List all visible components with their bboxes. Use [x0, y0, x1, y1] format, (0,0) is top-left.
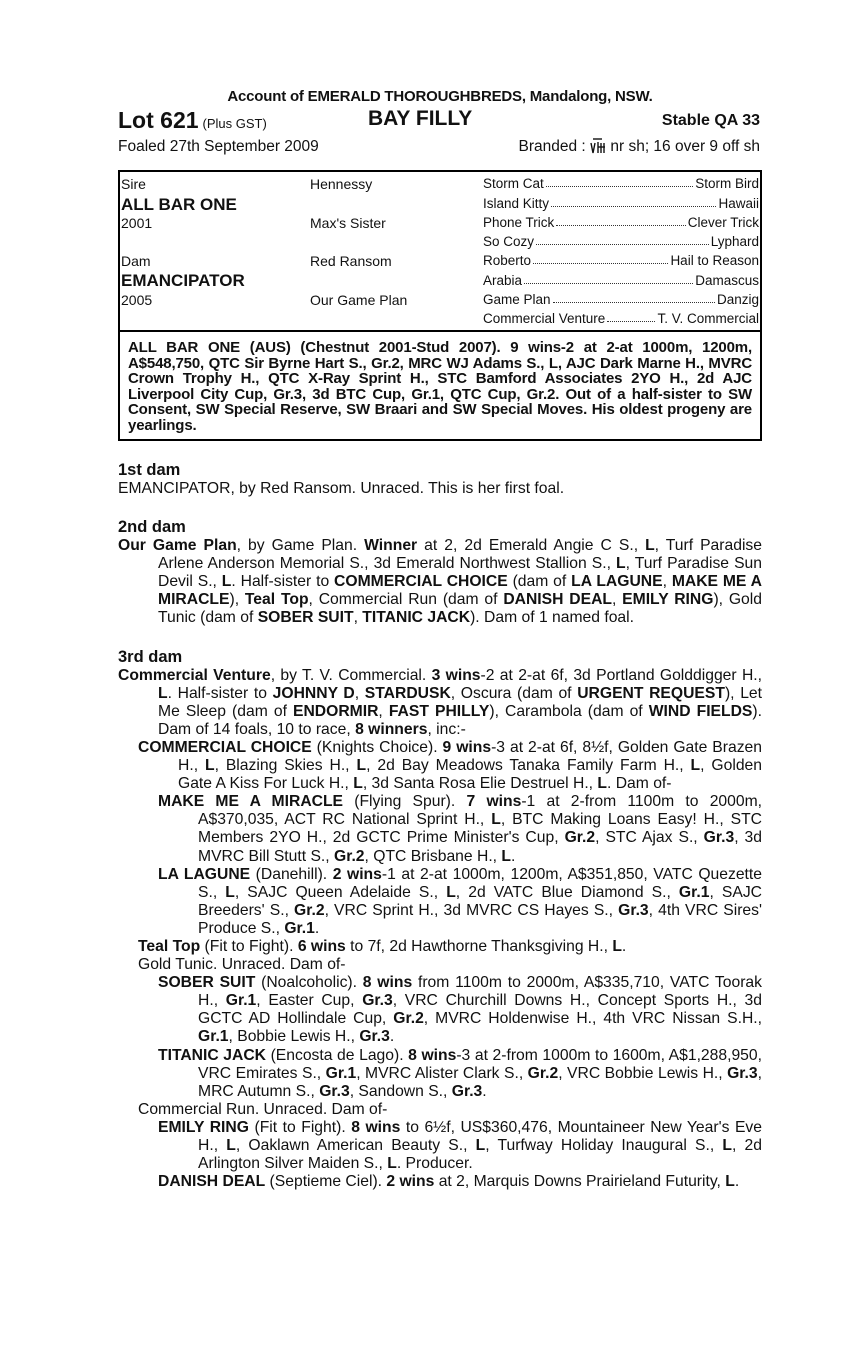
second-dam-heading: 2nd dam [118, 518, 186, 537]
ancestor-sire: Damascus [695, 273, 759, 288]
ancestor-sire: Clever Trick [687, 215, 759, 230]
third-dam-paragraph: COMMERCIAL CHOICE (Knights Choice). 9 wins-3 at 2-at 6f, 8½f, Golden Gate Brazen H., L, Blazing Skies H., L, 2d Bay Meadows Tanaka Family Farm H., L, Golden Gate A Kiss For Luck H., L, 3d Santa Rosa Elie Destruel H., L. Dam of- [138, 738, 763, 793]
horse-title: BAY FILLY [368, 107, 473, 130]
ancestor-row [483, 176, 759, 191]
ancestor-name: Arabia [483, 273, 523, 288]
lot-row [118, 107, 762, 135]
dam-year: 2005 [121, 292, 153, 308]
ancestor-row [483, 253, 759, 268]
ancestor-row [483, 292, 759, 307]
dam-sire: Red Ransom [310, 253, 392, 269]
dam-dam: Our Game Plan [310, 292, 408, 308]
first-dam-heading: 1st dam [118, 461, 181, 479]
ancestor-sire: T. V. Commercial [657, 311, 759, 326]
first-dam-text: EMANCIPATOR, by Red Ransom. Unraced. This is her first foal. [118, 480, 565, 497]
ancestor-row [483, 234, 759, 249]
third-dam-paragraph: Teal Top (Fit to Fight). 6 wins to 7f, 2d Hawthorne Thanksgiving H., L. [138, 937, 627, 955]
ancestor-name: Storm Cat [483, 176, 544, 191]
ancestor-row [483, 215, 759, 230]
dot-leader [607, 311, 655, 322]
sire-label: Sire [121, 176, 146, 192]
ancestor-sire: Hail to Reason [670, 253, 759, 268]
third-dam-paragraph: TITANIC JACK (Encosta de Lago). 8 wins-3 at 2-from 1000m to 1600m, A$1,288,950, VRC Emirates S., Gr.1, MVRC Alister Clark S., Gr.2, VRC Bobbie Lewis H., Gr.3, MRC Autumn S., Gr.3, Sandown S., Gr.3. [158, 1046, 762, 1100]
ancestor-sire: Storm Bird [695, 176, 759, 191]
dot-leader [536, 234, 709, 245]
ancestor-name: Commercial Venture [483, 311, 606, 326]
third-dam-paragraph: MAKE ME A MIRACLE (Flying Spur). 7 wins-1 at 2-from 1100m to 2000m, A$370,035, ACT RC National Sprint H., L, BTC Making Loans Easy! H., STC Members 2YO H., 2d GCTC Prime Minister's Cup, Gr.2, STC Ajax S., Gr.3, 3d MVRC Bill Stutt S., Gr.2, QTC Brisbane H., L. [158, 793, 763, 865]
third-dam-paragraph: Commercial Run. Unraced. Dam of- [138, 1100, 388, 1118]
dam-name: EMANCIPATOR [121, 271, 245, 290]
dot-leader [533, 253, 668, 264]
third-dam-paragraph: DANISH DEAL (Septieme Ciel). 2 wins at 2, Marquis Downs Prairieland Futurity, L. [158, 1173, 740, 1191]
ancestor-sire: Danzig [716, 292, 759, 307]
sire-sire: Hennessy [310, 176, 373, 192]
third-dam-paragraph: EMILY RING (Fit to Fight). 8 wins to 6½f, US$360,476, Mountaineer New Year's Eve H., L, Oaklawn American Beauty S., L, Turfway Holiday Inaugural S., L, 2d Arlington Silver Maiden S., L. Producer. [158, 1118, 762, 1173]
dam-label: Dam [121, 253, 151, 269]
foaled-date: Foaled 27th September 2009 [118, 138, 319, 155]
ancestor-name: Game Plan [483, 292, 551, 307]
third-dam-paragraph: Commercial Venture, by T. V. Commercial. 3 wins-2 at 2-at 6f, 3d Portland Golddigger H., L. Half-sister to JOHNNY D, STARDUSK, Oscura (dam of URGENT REQUEST), Let Me Sleep (dam of ENDORMIR, FAST PHILLY), Carambola (dam of WIND FIELDS). Dam of 14 foals, 10 to race, 8 winners, inc:- [118, 666, 763, 738]
dot-leader [556, 215, 685, 226]
ancestor-row [483, 196, 759, 211]
third-dam-list [118, 667, 762, 1192]
third-dam-heading: 3rd dam [118, 647, 183, 666]
third-dam-paragraph: Gold Tunic. Unraced. Dam of- [138, 956, 346, 974]
dot-leader [551, 196, 716, 207]
branded-label: Branded : [518, 138, 586, 155]
ancestor-name: So Cozy [483, 234, 535, 249]
third-dam-paragraph: SOBER SUIT (Noalcoholic). 8 wins from 1100m to 2000m, A$335,710, VATC Toorak H., Gr.1, Easter Cup, Gr.3, VRC Churchill Downs H., Concept Sports H., 3d GCTC AD Hollindale Cup, Gr.2, MVRC Holdenwise H., 4th VRC Nissan S.H., Gr.1, Bobbie Lewis H., Gr.3. [158, 974, 763, 1046]
ancestor-sire: Hawaii [718, 196, 759, 211]
branded-text: nr sh; 16 over 9 off sh [610, 138, 760, 155]
ancestor-name: Roberto [483, 253, 532, 268]
second-dam-text: Our Game Plan, by Game Plan. Winner at 2, 2d Emerald Angie C S., L, Turf Paradise Arlene Anderson Memorial S., 3d Emerald Northwest Stallion S., L, Turf Paradise Sun Devil S., L. Half-sister to COMMERCIAL CHOICE (dam of LA LAGUNE, MAKE ME A MIRACLE), Teal Top, Commercial Run (dam of DANISH DEAL, EMILY RING), Gold Tunic (dam of SOBER SUIT, TITANIC JACK). Dam of 1 named foal. [118, 537, 763, 627]
ancestor-row [483, 273, 759, 288]
dot-leader [546, 176, 693, 187]
plus-gst: (Plus GST) [202, 116, 267, 131]
sire-summary: ALL BAR ONE (AUS) (Chestnut 2001-Stud 2007). 9 wins-2 at 2-at 1000m, 1200m, A$548,750, QTC Sir Byrne Hart S., Gr.2, MRC WJ Adams S., L, AJC Dark Marne H., MVRC Crown Trophy H., QTC X-Ray Sprint H., STC Bamford Associates 2YO H., 2d AJC Liverpool City Cup, Gr.3, 3d BTC Cup, Gr.1, QTC Cup, Gr.2. Out of a half-sister to SW Consent, SW Special Reserve, SW Braari and SW Special Moves. His oldest progeny are yearlings. [118, 332, 762, 441]
lot-label: Lot 621 [118, 107, 199, 133]
third-dam-paragraph: LA LAGUNE (Danehill). 2 wins-1 at 2-at 1000m, 1200m, A$351,850, VATC Quezette S., L, SAJC Queen Adelaide S., L, 2d VATC Blue Diamond S., Gr.1, SAJC Breeders' S., Gr.2, VRC Sprint H., 3d MVRC CS Hayes S., Gr.3, 4th VRC Sires' Produce S., Gr.1. [158, 865, 762, 937]
foaled-row [118, 138, 762, 162]
ancestor-name: Phone Trick [483, 215, 555, 230]
brand-mark-icon [590, 138, 606, 161]
branded-info [519, 138, 760, 161]
lot-number [118, 107, 267, 134]
dot-leader [553, 292, 715, 303]
stable-number: Stable QA 33 [661, 112, 760, 129]
sire-dam: Max's Sister [310, 215, 386, 231]
ancestor-sire: Lyphard [710, 234, 759, 249]
vendor-account: Account of EMERALD THOROUGHBREDS, Mandalong, NSW. [227, 88, 653, 105]
sire-year: 2001 [121, 215, 153, 231]
catalogue-page [118, 88, 762, 1191]
ancestor-name: Island Kitty [483, 196, 550, 211]
pedigree-table [118, 170, 762, 332]
ancestor-row [483, 311, 759, 326]
dot-leader [524, 273, 693, 284]
sire-name: ALL BAR ONE [121, 195, 237, 214]
